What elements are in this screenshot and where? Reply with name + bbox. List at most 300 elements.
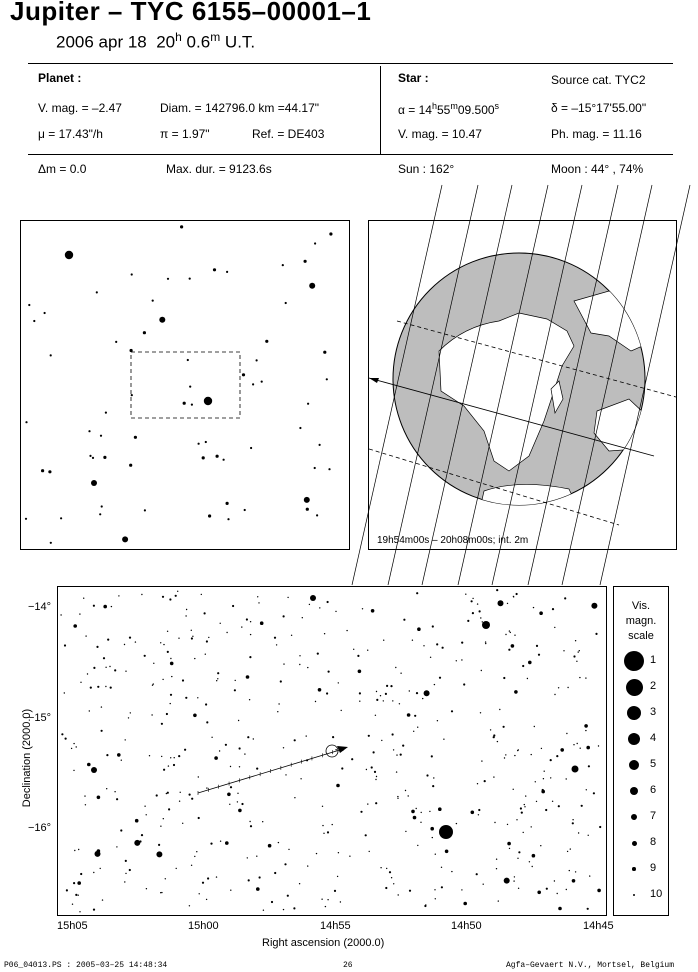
chart-star (101, 730, 103, 732)
chart-star (238, 809, 242, 813)
chart-star (375, 715, 376, 716)
scale-row (614, 885, 668, 905)
chart-star (93, 605, 95, 607)
chart-star (125, 739, 126, 740)
star-heading: Star : (398, 71, 429, 85)
chart-star (287, 597, 288, 598)
chart-star (128, 717, 129, 718)
chart-star (544, 771, 545, 772)
chart-star (317, 653, 319, 655)
chart-star (182, 823, 183, 824)
chart-star (186, 609, 187, 610)
chart-star (283, 747, 284, 748)
chart-star (441, 867, 442, 868)
chart-star (367, 803, 368, 804)
scale-value: 9 (650, 862, 657, 874)
chart-star (161, 723, 163, 725)
chart-star (206, 787, 207, 788)
chart-star (163, 644, 164, 645)
chart-star (278, 703, 279, 704)
chart-star (535, 781, 536, 782)
chart-star (327, 899, 328, 900)
chart-star (451, 871, 452, 872)
scale-value: 2 (650, 680, 657, 692)
chart-star (365, 834, 367, 836)
chart-star (585, 730, 586, 731)
chart-star (566, 778, 567, 779)
chart-star (103, 657, 105, 659)
chart-star (383, 640, 384, 641)
scale-value: 7 (650, 810, 657, 822)
max-duration: Max. dur. = 9123.6s (166, 162, 272, 176)
chart-star (237, 801, 238, 802)
chart-star (499, 709, 500, 710)
chart-star (129, 637, 131, 639)
chart-star (498, 900, 499, 901)
chart-star (93, 872, 94, 873)
chart-star (78, 895, 79, 896)
chart-star (585, 677, 586, 678)
star-chart-panel (57, 586, 607, 916)
chart-star (178, 755, 180, 757)
chart-star (558, 687, 559, 688)
chart-star (373, 751, 375, 753)
chart-star (532, 854, 536, 858)
chart-star (77, 881, 81, 885)
chart-star (416, 592, 418, 594)
chart-star (383, 700, 384, 701)
time-line (600, 185, 690, 585)
chart-star (420, 822, 421, 823)
chart-star (493, 736, 495, 738)
chart-star (198, 817, 200, 819)
chart-star (451, 710, 453, 712)
chart-star (259, 876, 261, 878)
chart-star (171, 676, 172, 677)
chart-star (327, 831, 329, 833)
chart-star (437, 720, 438, 721)
chart-star (229, 804, 230, 805)
chart-star (550, 759, 552, 761)
chart-star (432, 785, 434, 787)
chart-star (374, 771, 376, 773)
chart-star (367, 650, 368, 651)
chart-star (60, 614, 61, 615)
chart-star (463, 902, 467, 906)
scale-value: 6 (650, 784, 657, 796)
chart-star (168, 808, 170, 810)
chart-star (416, 808, 417, 809)
chart-star (498, 600, 504, 606)
chart-star (334, 890, 336, 892)
globe-time-caption: 19h54m00s – 20h08m00s; int. 2m (377, 535, 529, 546)
chart-star (517, 858, 518, 859)
chart-star (545, 809, 547, 811)
chart-star (589, 875, 590, 876)
chart-star (158, 844, 160, 846)
chart-star (93, 667, 95, 669)
chart-star (321, 899, 322, 900)
chart-star (114, 669, 116, 671)
chart-star (461, 889, 462, 890)
chart-star (163, 769, 165, 771)
chart-star (262, 821, 263, 822)
chart-star (503, 677, 505, 679)
chart-star (151, 714, 152, 715)
chart-star (89, 710, 90, 711)
chart-star (274, 637, 276, 639)
scale-dot (630, 787, 638, 795)
x-axis-label: Right ascension (2000.0) (262, 937, 385, 949)
chart-star (391, 877, 392, 878)
chart-star (421, 812, 422, 813)
star-phmag: Ph. mag. = 11.16 (551, 127, 642, 141)
chart-star (412, 640, 413, 641)
chart-star (309, 604, 310, 605)
chart-star (430, 827, 434, 831)
chart-star (332, 736, 334, 738)
chart-star (517, 750, 518, 751)
scale-value: 10 (650, 888, 663, 900)
chart-star (178, 638, 179, 639)
chart-star (405, 831, 406, 832)
chart-star (202, 882, 204, 884)
x-tick-14h45: 14h45 (583, 920, 614, 932)
chart-star (584, 724, 588, 728)
star-chart-svg (58, 587, 606, 915)
chart-star (366, 769, 367, 770)
chart-star (573, 744, 574, 745)
chart-star (256, 856, 257, 857)
chart-star (496, 859, 497, 860)
scale-row (614, 729, 668, 749)
chart-star (426, 774, 428, 776)
chart-star (124, 881, 125, 882)
chart-star (516, 593, 518, 595)
scale-title: Vis. magn. scale (625, 600, 657, 642)
chart-star (278, 842, 279, 843)
chart-star (481, 670, 482, 671)
chart-star (74, 850, 75, 851)
chart-star (170, 658, 171, 659)
chart-star (153, 663, 154, 664)
chart-star (174, 757, 175, 758)
chart-star (441, 886, 443, 888)
chart-star (135, 641, 136, 642)
chart-star (161, 756, 162, 757)
chart-star (398, 894, 399, 895)
chart-star (494, 822, 495, 823)
scale-dot (632, 841, 637, 846)
chart-star (76, 746, 77, 747)
planet-vmag: V. mag. = –2.47 (38, 101, 122, 115)
chart-star (471, 600, 473, 602)
chart-star (533, 607, 534, 608)
chart-star (351, 758, 353, 760)
page-title: Jupiter – TYC 6155–00001–1 (10, 0, 372, 26)
chart-star (268, 844, 272, 848)
chart-star (238, 720, 239, 721)
chart-star (120, 829, 122, 831)
chart-star (380, 867, 381, 868)
chart-star (65, 738, 67, 740)
chart-star (239, 747, 241, 749)
chart-star (327, 601, 329, 603)
chart-star (567, 687, 568, 688)
chart-star (349, 856, 350, 857)
chart-star (285, 774, 286, 775)
chart-star (472, 598, 473, 599)
chart-star (337, 876, 338, 877)
chart-star (531, 754, 532, 755)
chart-star (467, 620, 469, 622)
scale-value: 3 (650, 706, 657, 718)
planet-diameter: Diam. = 142796.0 km =44.17" (160, 101, 320, 115)
chart-star (306, 735, 307, 736)
chart-star (528, 661, 532, 665)
chart-star (411, 810, 415, 814)
time-line (422, 185, 512, 585)
chart-star (205, 654, 206, 655)
chart-star (400, 673, 401, 674)
chart-star (496, 589, 498, 591)
chart-star (536, 801, 537, 802)
chart-star (480, 617, 481, 618)
chart-star (335, 749, 336, 750)
chart-star (434, 889, 435, 890)
footer-file-info: P06_04013.PS : 2005–03–25 14:48:34 (4, 961, 168, 970)
chart-star (73, 743, 74, 744)
chart-star (485, 641, 486, 642)
chart-star (91, 767, 97, 773)
chart-star (563, 650, 564, 651)
x-tick-15h05: 15h05 (57, 920, 88, 932)
chart-star (191, 630, 192, 631)
chart-star (283, 909, 284, 910)
chart-star (552, 801, 553, 802)
chart-star (524, 804, 525, 805)
chart-star (484, 780, 486, 782)
chart-star (390, 685, 392, 687)
chart-star (64, 692, 65, 693)
chart-star (326, 692, 328, 694)
chart-star (64, 644, 66, 646)
chart-star (385, 693, 387, 695)
chart-star (417, 845, 418, 846)
chart-star (280, 680, 282, 682)
chart-star (362, 608, 363, 609)
chart-star (293, 907, 295, 909)
star-source-catalog: Source cat. TYC2 (551, 73, 646, 87)
chart-star (234, 689, 236, 691)
chart-star (593, 792, 595, 794)
chart-star (595, 633, 597, 635)
chart-star (369, 851, 370, 852)
chart-star (542, 789, 544, 791)
chart-star (425, 904, 426, 905)
chart-star (220, 841, 221, 842)
chart-star (572, 819, 573, 820)
chart-star (397, 798, 398, 799)
chart-star (403, 619, 405, 621)
chart-star (66, 889, 68, 891)
chart-star (507, 824, 508, 825)
scale-value: 5 (650, 758, 657, 770)
scale-dot (627, 706, 641, 720)
chart-star (79, 613, 80, 614)
chart-star (430, 657, 431, 658)
chart-star (116, 846, 117, 847)
star-vmag: V. mag. = 10.47 (398, 127, 482, 141)
chart-star (564, 597, 566, 599)
chart-star (504, 757, 505, 758)
chart-star (129, 869, 131, 871)
chart-star (87, 763, 91, 767)
chart-star (170, 703, 171, 704)
magnitude-scale-panel (613, 586, 669, 916)
chart-star (546, 888, 548, 890)
chart-star (73, 624, 77, 628)
chart-star (482, 621, 483, 622)
star-right-ascension: $\alpha = 14^h55^m09.500^s$ (398, 101, 500, 117)
chart-star (225, 744, 227, 746)
chart-star (527, 678, 528, 679)
chart-star (477, 783, 478, 784)
chart-star (509, 848, 510, 849)
chart-star (482, 621, 490, 629)
chart-star (541, 748, 542, 749)
chart-star (409, 690, 410, 691)
chart-star (567, 851, 568, 852)
chart-star (591, 603, 597, 609)
chart-star (206, 640, 208, 642)
chart-star (302, 617, 303, 618)
minute-unit: m (210, 30, 221, 44)
chart-star (160, 826, 161, 827)
chart-star (575, 871, 576, 872)
chart-star (514, 635, 515, 636)
chart-star (395, 667, 396, 668)
chart-star (160, 892, 161, 893)
chart-star (560, 748, 564, 752)
chart-star (579, 650, 580, 651)
chart-star (179, 801, 180, 802)
chart-star (322, 806, 323, 807)
chart-star (173, 764, 175, 766)
chart-star (219, 750, 220, 751)
chart-star (191, 637, 193, 639)
chart-star (87, 673, 88, 674)
chart-star (340, 901, 341, 902)
chart-star (225, 841, 229, 845)
chart-star (271, 901, 273, 903)
chart-star (325, 906, 326, 907)
scale-dot (626, 679, 643, 696)
chart-star (237, 793, 238, 794)
chart-star (557, 893, 558, 894)
chart-star (359, 692, 361, 694)
chart-star (516, 819, 517, 820)
chart-star (396, 771, 397, 772)
chart-star (176, 868, 177, 869)
hour-unit: h (175, 30, 182, 44)
x-tick-14h50: 14h50 (451, 920, 482, 932)
chart-star (523, 832, 524, 833)
chart-star (522, 665, 524, 667)
chart-star (167, 651, 169, 653)
chart-star (249, 656, 251, 658)
chart-star (456, 823, 457, 824)
chart-star (163, 818, 164, 819)
scale-row (614, 859, 668, 879)
chart-star (107, 639, 109, 641)
scale-dot (632, 867, 636, 871)
chart-star (141, 834, 143, 836)
chart-star (422, 698, 423, 699)
chart-star (121, 760, 122, 761)
chart-star (434, 684, 435, 685)
chart-star (100, 868, 101, 869)
scale-dot (629, 760, 639, 770)
chart-star (207, 877, 209, 879)
chart-star (197, 697, 198, 698)
chart-star (431, 755, 433, 757)
event-minute: 0.6 (186, 32, 211, 52)
scale-dot (628, 733, 640, 745)
chart-star (587, 908, 589, 910)
chart-star (170, 694, 172, 696)
chart-star (393, 749, 394, 750)
chart-star (139, 840, 141, 842)
chart-star (310, 595, 316, 601)
chart-star (93, 909, 95, 911)
chart-star (540, 845, 541, 846)
chart-star (211, 737, 212, 738)
chart-star (83, 598, 84, 599)
chart-star (149, 755, 150, 756)
chart-star (521, 812, 523, 814)
y-axis-label: Declination (2000.0) (21, 708, 33, 808)
chart-star (413, 816, 417, 820)
chart-star (505, 634, 506, 635)
chart-star (433, 777, 434, 778)
chart-star (396, 754, 397, 755)
chart-star (409, 890, 411, 892)
chart-star (323, 833, 324, 834)
chart-star (260, 621, 264, 625)
chart-star (156, 794, 158, 796)
chart-star (230, 890, 231, 891)
planet-motion: μ = 17.43"/h (38, 127, 103, 141)
chart-star (250, 634, 251, 635)
chart-star (463, 683, 465, 685)
chart-star (436, 643, 438, 645)
chart-star (461, 642, 463, 644)
chart-star (572, 766, 579, 773)
chart-star (249, 699, 250, 700)
chart-star (167, 792, 169, 794)
chart-star (316, 853, 317, 854)
event-hour: 20 (156, 32, 176, 52)
chart-star (185, 615, 186, 616)
chart-star (386, 685, 388, 687)
chart-star (248, 879, 250, 881)
chart-star (247, 736, 249, 738)
chart-star (341, 710, 342, 711)
chart-star (194, 658, 195, 659)
chart-star (299, 655, 300, 656)
chart-star (336, 784, 340, 788)
